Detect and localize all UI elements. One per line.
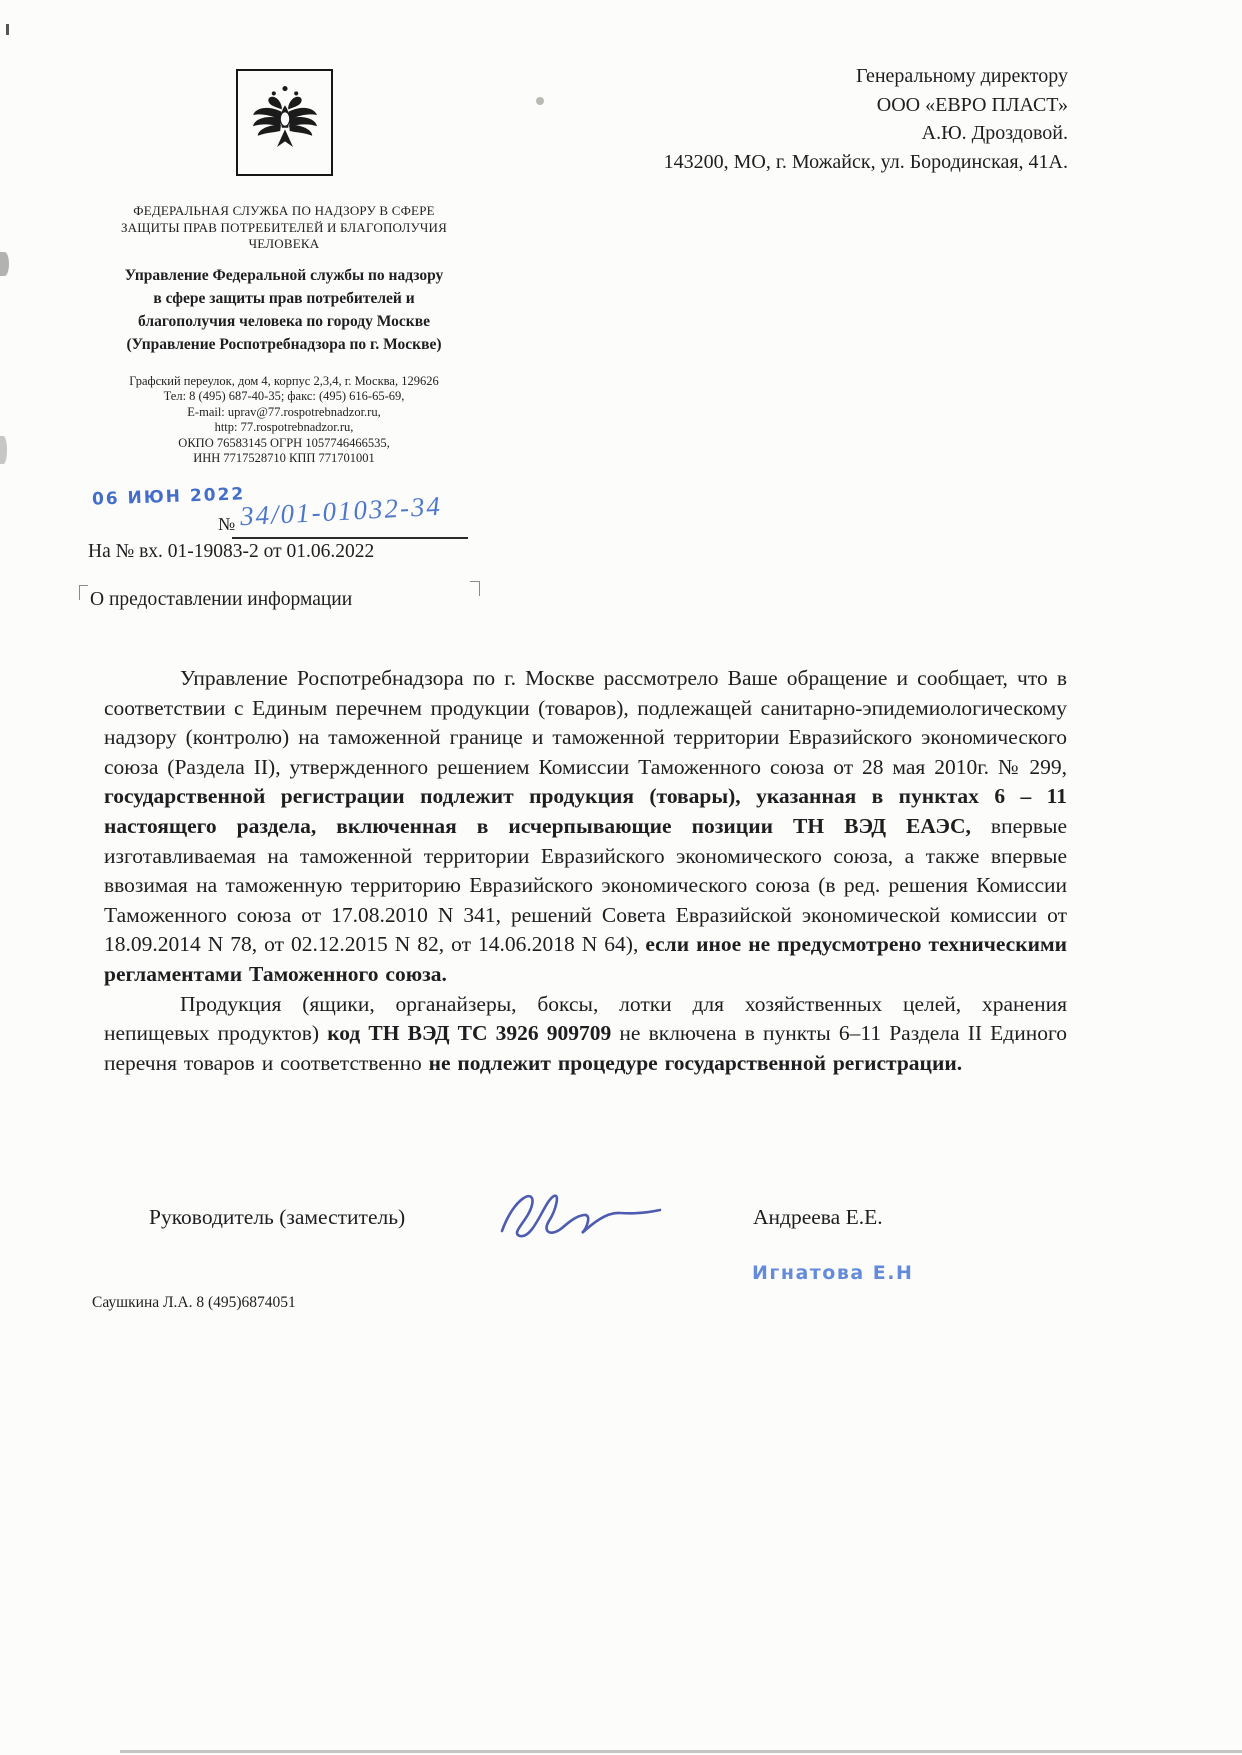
subject-corner-mark-right: [470, 581, 480, 596]
sender-letterhead: [78, 203, 490, 467]
body-text-segment-bold: если иное не предусмотрено техническими регламентами Таможенного союза.: [104, 932, 1067, 986]
outgoing-number-handwritten: 34/01-01032-34: [239, 490, 443, 532]
recipient-address: 143200, МО, г. Можайск, ул. Бородинская, 41А.: [663, 150, 1068, 173]
scan-artifact: [0, 252, 9, 276]
contact-line: E-mail: uprav@77.rospotrebnadzor.ru,: [187, 404, 381, 419]
subject-line: О предоставлении информации: [90, 589, 353, 610]
agency-line: ФЕДЕРАЛЬНАЯ СЛУЖБА ПО НАДЗОРУ В СФЕРЕ: [133, 203, 435, 218]
body-text-segment-bold: государственной регистрации подлежит продукция (товары), указанная в пунктах 6 – 11 настоящего раздела, включенная в исчерпывающие позиции ТН ВЭД ЕАЭС,: [104, 784, 1067, 838]
contact-line: ИНН 7717528710 КПП 771701001: [193, 451, 375, 465]
body-text-segment: Продукция (ящики, органайзеры, боксы, лотки для хозяйственных целей, хранения непищевых продуктов): [104, 991, 1067, 1046]
outgoing-number-label: №: [218, 514, 236, 534]
body-text-segment: Управление Роспотребнадзора по г. Москве рассмотрело Ваше обращение и сообщает, что в соответствии с Единым перечнем продукции (товаров), подлежащей санитарно-эпидемиологическому надзору (контролю) на таможенной границе и таможенной территории Евразийского экономического союза (Раздела II), утвержденного решением Комиссии Таможенного союза от 28 мая 2010г. № 299,: [104, 666, 1067, 779]
handwritten-signature: [492, 1183, 672, 1253]
name-stamp: Игнатова Е.Н: [752, 1262, 914, 1284]
agency-line: ЧЕЛОВЕКА: [248, 236, 320, 251]
contact-line: Тел: 8 (495) 687-40-35; факс: (495) 616-65-69,: [163, 389, 405, 403]
body-text-segment-bold: код ТН ВЭД ТС 3926 909709: [327, 1021, 612, 1046]
sender-contacts: [78, 374, 490, 467]
department-line: Управление Федеральной службы по надзору: [124, 266, 444, 284]
outgoing-number-line: [232, 537, 468, 539]
scan-artifact: [6, 24, 9, 35]
double-headed-eagle-icon: [245, 78, 325, 168]
incoming-reference: На № вх. 01-19083-2 от 01.06.2022: [88, 541, 375, 562]
paragraph-2: [104, 990, 1067, 1079]
signer-position: Руководитель (заместитель): [149, 1205, 406, 1229]
date-stamp: 06 ИЮН 2022: [91, 484, 246, 510]
executor-contact: Саушкина Л.А. 8 (495)6874051: [92, 1294, 296, 1311]
contact-line: http: 77.rospotrebnadzor.ru,: [214, 420, 354, 434]
recipient-company: ООО «ЕВРО ПЛАСТ»: [876, 93, 1068, 116]
department-line: (Управление Роспотребнадзора по г. Москве): [126, 335, 442, 353]
department-name: [78, 264, 490, 356]
department-line: в сфере защиты прав потребителей и: [153, 289, 415, 307]
agency-line: ЗАЩИТЫ ПРАВ ПОТРЕБИТЕЛЕЙ И БЛАГОПОЛУЧИЯ: [120, 219, 448, 235]
body-text-segment-bold: не подлежит процедуре государственной регистрации.: [428, 1050, 963, 1075]
recipient-block: [560, 62, 1068, 176]
agency-name: [78, 203, 490, 253]
scan-artifact: [0, 436, 7, 464]
subject-corner-mark-left: [79, 585, 88, 600]
coat-of-arms-box: [236, 69, 333, 176]
department-line: благополучия человека по городу Москве: [138, 312, 430, 330]
body-text-segment: не включена в пункты 6–11 Раздела II Единого перечня товаров и соответственно: [104, 1021, 1068, 1075]
recipient-title: Генеральному директору: [855, 65, 1068, 87]
contact-line: Графский переулок, дом 4, корпус 2,3,4, г. Москва, 129626: [129, 373, 439, 388]
scan-artifact: [536, 97, 544, 105]
paragraph-1: [104, 664, 1067, 990]
recipient-person: А.Ю. Дроздовой.: [921, 122, 1068, 144]
letter-body: [104, 664, 1067, 1078]
body-text-segment: впервые изготавливаемая на таможенной территории Евразийского экономического союза, а также впервые ввозимая на таможенную территорию Евразийского экономического союза (в ред. решения Комиссии Таможенного союза от 17.08.2010 N 341, решений Совета Евразийской экономической комиссии от 18.09.2014 N 78, от 02.12.2015 N 82, от 14.06.2018 N 64),: [104, 813, 1068, 957]
signer-name: Андреева Е.Е.: [753, 1205, 883, 1229]
scan-edge: [120, 1750, 1242, 1753]
contact-line: ОКПО 76583145 ОГРН 1057746466535,: [178, 435, 390, 450]
